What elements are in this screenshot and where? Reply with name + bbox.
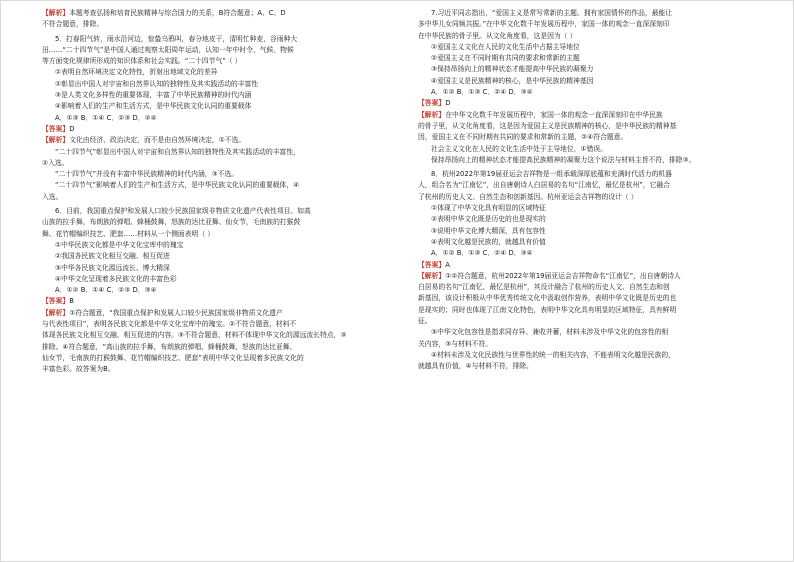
option-statement: ③说明中华文化博大精深，具有包容性 xyxy=(431,226,546,235)
text-line: 人，组合名为“江南忆”，出自唐朝诗人白居易的名句“江南忆，最忆是杭州”，它融合 xyxy=(418,181,670,190)
answer-value: B xyxy=(69,297,74,306)
answer-line xyxy=(42,296,374,307)
option-statement: ①中华民族文化都是中华文化宝库中的瑰宝 xyxy=(55,240,184,249)
option-statement: ①体现了中华文化具有明显的区域特征 xyxy=(431,204,546,213)
question-8-stem: 8．杭州2022年第19届亚运会吉祥物是一组承载深厚底蕴和充满时代活力的机器 xyxy=(431,170,672,179)
text-line: 的骨子里，从文化角度看，这是因为爱国主义是民族精神的核心，是中华民族的精神基 xyxy=(418,121,677,130)
option-statement: ②我国各民族文化相互交融、相互促进 xyxy=(55,252,170,261)
answer-tag: 【答案】 xyxy=(418,260,446,269)
option-statement: ④表明文化越是民族的，就越具有价值 xyxy=(431,237,546,246)
answer-value: D xyxy=(445,99,451,108)
text-line: 征。 xyxy=(418,317,432,326)
option-statement: ②爱国主义在不同时期有共同的要求和常新的主题 xyxy=(431,54,580,63)
explanation-tag: 【解析】 xyxy=(418,271,446,280)
choice-list: A．①② B．①④ C．②③ D．③④ xyxy=(55,286,157,295)
answer-tag: 【答案】 xyxy=(418,99,446,108)
explanation-line xyxy=(42,135,374,146)
explanation-tag: 【解析】 xyxy=(42,9,70,17)
explanation-tag: 【解析】 xyxy=(42,136,70,145)
text-line: 仙女节，毛南族的打猴鼓舞、花竹帽编织技艺、肥套”表明中华文化呈现着多民族文化的 xyxy=(42,353,304,362)
text-line: 在中华文化数千年发展历程中，家国一体的观念一直深深刻印在中华民族 xyxy=(445,110,663,119)
text-line: ④材料未涉及文化民族性与世界性的统一的相关内容，不能表明文化越是民族的， xyxy=(431,350,675,359)
option-statement: ③中华各民族文化源远流长、博大精深 xyxy=(55,263,170,272)
option-statement: ②表明中华文化既是历史的也是现实的 xyxy=(431,215,546,224)
explanation-line xyxy=(418,110,750,121)
option-statement: ①表明自然环境决定文化特性，折射出地域文化的差异 xyxy=(55,68,218,77)
text-line: ①②符合题意，杭州2022年第19届亚运会吉祥物命名“江南忆”，出自唐朝诗人 xyxy=(445,271,681,280)
text-line: 体现各民族文化相互交融、相互促进的内容。③不符合题意，材料不体现中华文化的源远流长特点，③ xyxy=(42,331,347,340)
text-line: 社会主义文化在人民的文化生活中处于主导地位，①错误。 xyxy=(431,144,608,153)
text-line: 新基因，该设计积极从中华优秀传统文化中汲取创作营养，表明中华文化既是历史的也 xyxy=(418,294,677,303)
option-statement: ③保持昂扬向上的精神状态才能提高中华民族的凝聚力 xyxy=(431,65,594,74)
text-line: 与代表性项目”，表明各民族文化都是中华文化宝库中的瑰宝。②不符合题意，材料不 xyxy=(42,320,297,329)
option-statement: ④影响着人们的生产和生活方式，是中华民族文化认同的重要载体 xyxy=(55,102,252,111)
explanation-tag: 【解析】 xyxy=(418,110,446,119)
text-line: 是现实的；同时也体现了江南文化特色，表明中华文化具有明显的区域特征，具有鲜明 xyxy=(418,305,677,314)
option-statement: ②彰显出中国人对宇宙和自然界认知的独特性及其实践活动的丰富性 xyxy=(55,79,259,88)
answer-tag: 【答案】 xyxy=(42,124,70,133)
text-line: 田……“二十四节气”是中国人通过观察太阳周年运动，认知一年中时令、气候、物候 xyxy=(42,45,294,54)
answer-line xyxy=(42,124,374,135)
text-line: 了杭州的历史人文、自然生态和创新基因。杭州亚运会吉祥物的设计（ ） xyxy=(418,192,638,201)
text-line: 山族的拉手舞，布朗族的弹唱、蜂桶鼓舞，怒族的达比亚舞、仙女节，毛南族的打猴鼓 xyxy=(42,218,301,227)
text-line: 文化由经济、政治决定，而不是由自然环境决定，①不选。 xyxy=(69,136,246,145)
text-line: 就越具有价值，④与材料不符，排除。 xyxy=(418,362,533,371)
explanation-tag: 【解析】 xyxy=(42,308,70,317)
text-line: ③中华文化包容性是指求同存异、兼收并蓄，材料未涉及中华文化的包容性的相 xyxy=(431,328,669,337)
option-statement: ①爱国主义文化在人民的文化生活中占据主导地位 xyxy=(431,42,580,51)
choice-list: A．①② B．①③ C．②④ D．③④ xyxy=(431,88,533,97)
text-line: 本题考查弘扬和培育民族精神与综合国力的关系，B符合题意；A、C、D xyxy=(69,9,286,17)
text-line: 多中华儿女同频共振。”在中华文化数千年发展历程中，家国一体的观念一直深深刻印 xyxy=(418,20,670,29)
question-6-stem: 6．目前，我国重点保护和发展人口较少民族国家级非物质文化遗产代表性项目。如高 xyxy=(55,207,311,216)
explanation-tag xyxy=(42,9,286,17)
explanation-line xyxy=(418,271,750,282)
choice-list: A．①② B．①③ C．②④ D．③④ xyxy=(431,249,533,258)
text-line: 入选。 xyxy=(42,192,63,201)
question-7-stem: 7.习近平同志指出，“爱国主义是常写常新的主题。拥有家国情怀的作品，最能让 xyxy=(431,9,673,17)
answer-value: D xyxy=(69,124,75,133)
text-line: “二十四节气”彰显出中国人对宇宙和自然界认知的独特性及其实践活动的丰富性， xyxy=(55,147,300,156)
right-column xyxy=(418,8,750,373)
explanation-line xyxy=(42,308,374,319)
answer-line xyxy=(418,260,750,271)
choice-list: A．①③ B．①④ C．②③ D．②④ xyxy=(55,113,157,122)
text-line: ①符合题意，“我国重点保护和发展人口较少民族国家级非物质文化遗产 xyxy=(69,308,283,317)
option-statement: ③是人类文化多样性的重要体现，丰富了中华民族精神的时代内涵 xyxy=(55,91,252,100)
answer-explanation-q4 xyxy=(42,8,374,19)
text-line: 因，爱国主义在不同时期有共同的要求和常新的主题，②④符合题意。 xyxy=(418,133,628,142)
text-line: 丰富色彩。故答案为B。 xyxy=(42,365,115,374)
text-line: 白居易的名句“江南忆，最忆是杭州”，其设计融合了杭州的历史人文、自然生态和创 xyxy=(418,283,670,292)
text-line: ②入选。 xyxy=(42,158,69,167)
text-line: 不符合题意，排除。 xyxy=(42,20,104,29)
answer-value: A xyxy=(445,260,450,269)
answer-tag: 【答案】 xyxy=(42,297,70,306)
text-line: “二十四节气”并没有丰富中华民族精神的时代内涵，③不选。 xyxy=(55,170,239,179)
text-line: 在中华民族的骨子里。从文化角度看，这是因为（ ） xyxy=(418,31,577,40)
option-statement: ④中华文化呈现着多民族文化的丰富色彩 xyxy=(55,274,177,283)
question-5-stem: 5．打春阳气转，雨水沿河边，惊蛰乌鸦叫，春分地皮干，清明忙种麦，谷雨种大 xyxy=(55,34,298,43)
answer-line xyxy=(418,98,750,109)
option-statement: ④爱国主义是民族精神的核心，是中华民族的精神基因 xyxy=(431,76,594,85)
text-line: 舞、花竹帽编织技艺、肥套……材料从一个侧面表明（ ） xyxy=(42,229,215,238)
text-line: 排除。④符合题意，“高山族的拉手舞，布朗族的弹唱、蜂桶鼓舞，怒族的达比亚舞、 xyxy=(42,342,297,351)
text-line: 等方面变化规律所形成的知识体系和社会实践。“二十四节气”（ ） xyxy=(42,57,242,66)
text-line: 保持昂扬向上的精神状态才能提高民族精神的凝聚力这个说法与材料主旨不符，排除③。 xyxy=(431,155,696,164)
text-line: “二十四节气”影响着人们的生产和生活方式，是中华民族文化认同的重要载体，④ xyxy=(55,181,300,190)
left-column xyxy=(42,8,374,376)
text-line: 关内容，③与材料不符。 xyxy=(418,339,493,348)
